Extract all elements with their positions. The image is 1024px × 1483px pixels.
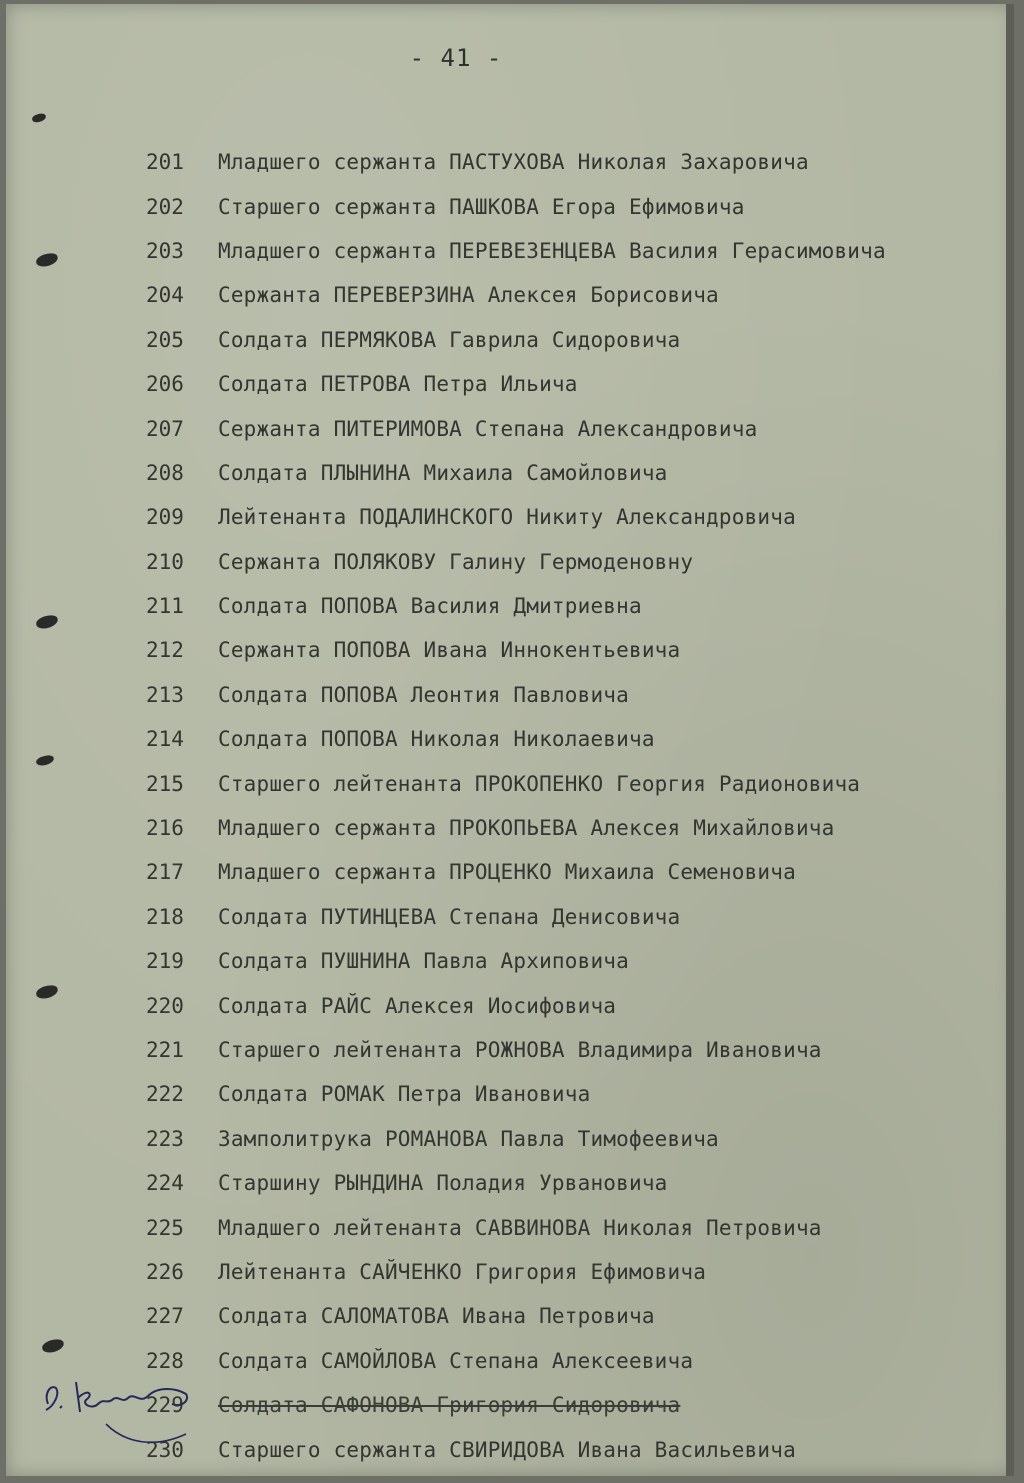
list-item: [146, 318, 1006, 362]
entry-number: 221: [146, 1038, 184, 1062]
entry-number: 223: [146, 1126, 184, 1151]
entry-number: 215: [146, 771, 184, 796]
entry-number: 219: [146, 949, 184, 974]
entry-number: 203: [146, 238, 184, 263]
entry-number: 206: [146, 372, 184, 397]
entry-text: Солдата ПУТИНЦЕВА Степана Денисовича: [218, 904, 681, 929]
entry-text: Старшего лейтенанта РОЖНОВА Владимира Ивановича: [218, 1038, 822, 1062]
document-page: [6, 4, 1014, 1476]
entry-text: Лейтенанта ПОДАЛИНСКОГО Никиту Александровича: [218, 505, 796, 530]
list-item: [146, 362, 1006, 406]
entry-number: 230: [146, 1437, 184, 1462]
list-item: [146, 1205, 1006, 1249]
entry-text: Старшину РЫНДИНА Поладия Урвановича: [218, 1171, 668, 1196]
entry-text: Солдата РОМАК Петра Ивановича: [218, 1082, 591, 1107]
ink-mark: [35, 252, 59, 268]
list-item: [146, 451, 1006, 495]
entry-number: 226: [146, 1259, 184, 1284]
entry-number: 212: [146, 638, 184, 663]
entry-number: 225: [146, 1215, 184, 1240]
entry-text: Солдата САЛОМАТОВА Ивана Петровича: [218, 1304, 655, 1329]
entry-text: Сержанта ПОПОВА Ивана Иннокентьевича: [218, 638, 681, 663]
entry-number: 208: [146, 460, 184, 485]
list-item: [146, 140, 1006, 184]
entry-text: Младшего сержанта ПРОКОПЬЕВА Алексея Михайловича: [218, 816, 835, 841]
list-item: [146, 1028, 1006, 1072]
entry-number: 202: [146, 194, 184, 219]
entry-number: 201: [146, 150, 184, 175]
entry-text: Старшего сержанта СВИРИДОВА Ивана Васильевича: [218, 1437, 796, 1462]
entry-text: Сержанта ПЕРЕВЕРЗИНА Алексея Борисовича: [218, 283, 719, 308]
list-item: [146, 1072, 1006, 1116]
ink-mark: [35, 614, 59, 630]
list-item-struck: [146, 1383, 1006, 1427]
entry-number: 227: [146, 1304, 184, 1329]
ink-mark: [31, 113, 46, 124]
entry-number: 228: [146, 1348, 184, 1373]
ink-mark: [35, 984, 59, 1000]
page-number: - 41 -: [409, 44, 503, 72]
entry-text: Лейтенанта САЙЧЕНКО Григория Ефимовича: [218, 1259, 707, 1284]
entry-text: Младшего сержанта ПРОЦЕНКО Михаила Семеновича: [218, 860, 796, 885]
entry-text: Солдата ПЛЫНИНА Михаила Самойловича: [218, 460, 668, 485]
list-item: [146, 1294, 1006, 1338]
entry-number: 211: [146, 594, 184, 619]
list-item: [146, 184, 1006, 228]
entry-number: 224: [146, 1171, 184, 1196]
list-item: [146, 584, 1006, 628]
entry-text: Сержанта ПОЛЯКОВУ Галину Гермоденовну: [218, 549, 694, 574]
ink-mark: [41, 1338, 65, 1354]
list-item: [146, 673, 1006, 717]
list-item: [146, 806, 1006, 850]
list-item: [146, 1250, 1006, 1294]
list-item: [146, 1117, 1006, 1161]
entry-text: Замполитрука РОМАНОВА Павла Тимофеевича: [218, 1126, 719, 1151]
entry-number: 205: [146, 327, 184, 352]
list-item: [146, 850, 1006, 894]
list-item: [146, 939, 1006, 983]
list-item: [146, 406, 1006, 450]
list-item: [146, 717, 1006, 761]
entry-number: 218: [146, 904, 184, 929]
entry-number: 217: [146, 860, 184, 885]
entry-number: 229: [146, 1393, 184, 1418]
entry-text-struck: Солдата САФОНОВА Григория Сидоровича: [218, 1393, 681, 1418]
list-item: [146, 1427, 1006, 1471]
entry-text: Солдата ПОПОВА Николая Николаевича: [218, 727, 655, 752]
list-item: [146, 273, 1006, 317]
entry-text: Солдата РАЙС Алексея Иосифовича: [218, 993, 617, 1018]
award-list: [146, 140, 1006, 1472]
list-item: [146, 983, 1006, 1027]
entry-text: Солдата ПОПОВА Леонтия Павловича: [218, 682, 629, 707]
entry-number: 207: [146, 416, 184, 441]
ink-mark: [35, 754, 54, 767]
page-edge: [1006, 4, 1014, 1476]
entry-text: Сержанта ПИТЕРИМОВА Степана Александровича: [218, 416, 758, 441]
entry-number: 222: [146, 1082, 184, 1107]
entry-number: 204: [146, 283, 184, 308]
entry-text: Младшего сержанта ПЕРЕВЕЗЕНЦЕВА Василия Герасимовича: [218, 238, 886, 263]
list-item: [146, 1161, 1006, 1205]
entry-text: Младшего сержанта ПАСТУХОВА Николая Захаровича: [218, 150, 809, 175]
list-item: [146, 229, 1006, 273]
entry-text: Солдата ПУШНИНА Павла Архиповича: [218, 949, 629, 974]
entry-text: Младшего лейтенанта САВВИНОВА Николая Петровича: [218, 1215, 822, 1240]
entry-number: 213: [146, 682, 184, 707]
entry-number: 209: [146, 505, 184, 530]
list-item: [146, 540, 1006, 584]
entry-text: Солдата ПОПОВА Василия Дмитриевна: [218, 594, 642, 619]
entry-text: Солдата ПЕТРОВА Петра Ильича: [218, 372, 578, 397]
entry-text: Старшего лейтенанта ПРОКОПЕНКО Георгия Радионовича: [218, 771, 861, 796]
entry-number: 220: [146, 993, 184, 1018]
list-item: [146, 495, 1006, 539]
list-item: [146, 1339, 1006, 1383]
list-item: [146, 628, 1006, 672]
entry-text: Солдата ПЕРМЯКОВА Гаврила Сидоровича: [218, 327, 681, 352]
entry-number: 216: [146, 816, 184, 841]
list-item: [146, 895, 1006, 939]
entry-text: Солдата САМОЙЛОВА Степана Алексеевича: [218, 1348, 694, 1373]
entry-text: Старшего сержанта ПАШКОВА Егора Ефимовича: [218, 194, 745, 219]
list-item: [146, 761, 1006, 805]
entry-number: 214: [146, 727, 184, 752]
handwritten-signature: [36, 1364, 196, 1454]
entry-number: 210: [146, 549, 184, 574]
